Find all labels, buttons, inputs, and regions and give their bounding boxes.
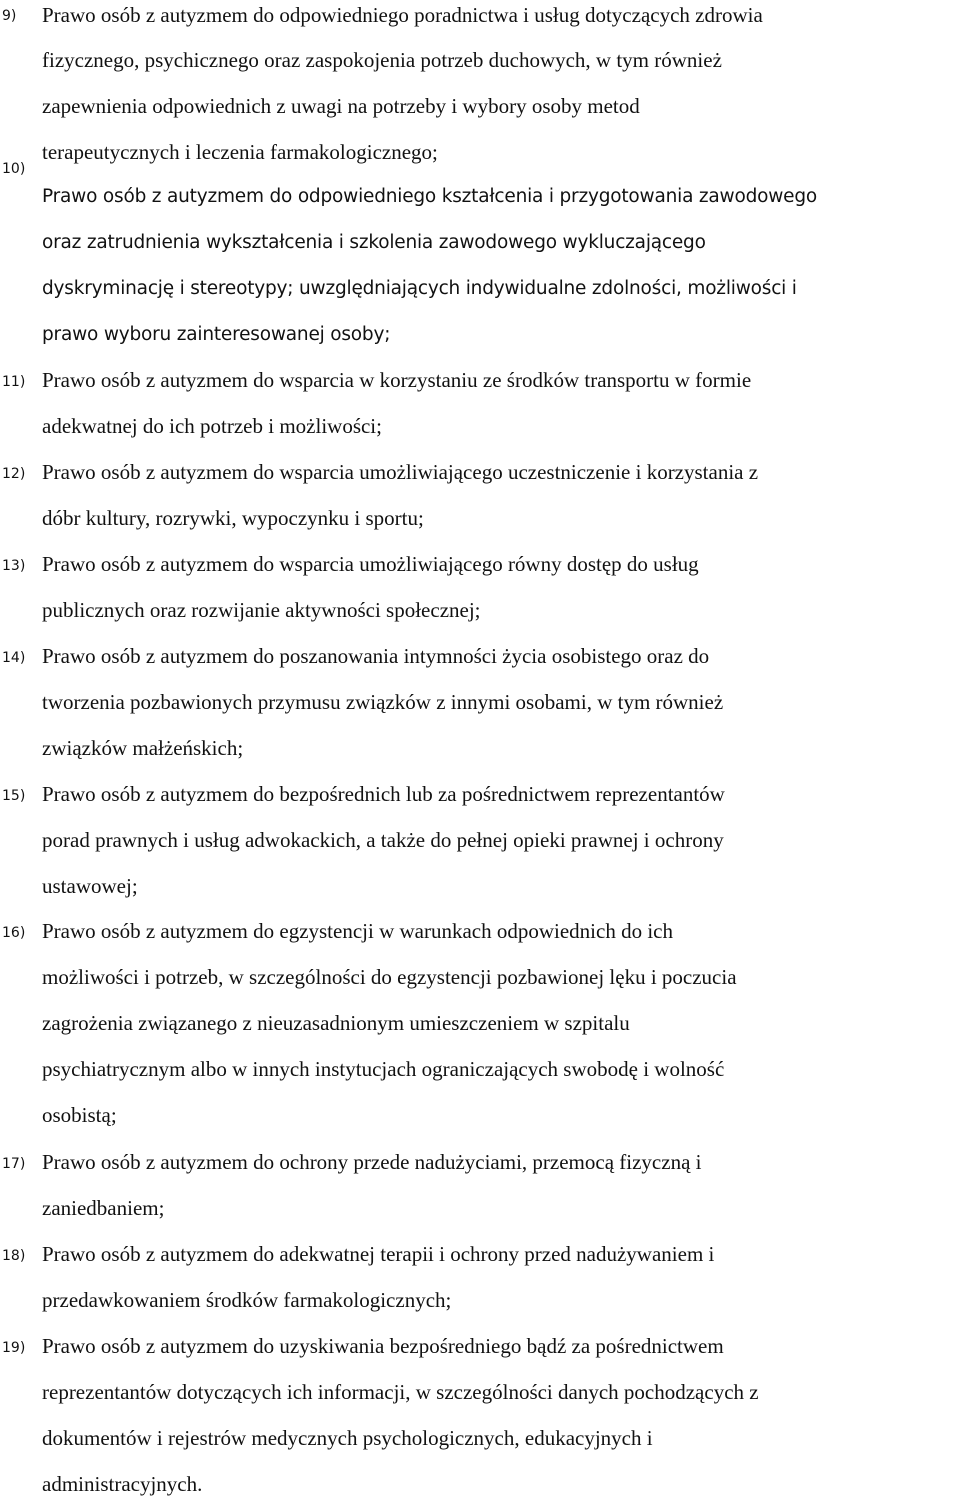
- item-line: Prawo osób z autyzmem do wsparcia w korzystaniu ze środków transportu w formie: [42, 368, 752, 392]
- item-line: reprezentantów dotyczących ich informacji, w szczególności danych pochodzących z: [42, 1380, 759, 1404]
- item-line: publicznych oraz rozwijanie aktywności społecznej;: [42, 598, 481, 622]
- item-line: fizycznego, psychicznego oraz zaspokojenia potrzeb duchowych, w tym również: [42, 48, 722, 72]
- item-line: Prawo osób z autyzmem do odpowiedniego poradnictwa i usług dotyczących zdrowia: [42, 3, 763, 27]
- item-line: psychiatrycznym albo w innych instytucjach ograniczających swobodę i wolność: [42, 1057, 725, 1081]
- item-line: przedawkowaniem środków farmakologicznych;: [42, 1288, 452, 1312]
- item-line: zapewnienia odpowiednich z uwagi na potrzeby i wybory osoby metod: [42, 94, 640, 118]
- item-line: zaniedbaniem;: [42, 1196, 165, 1220]
- item-number: 11): [2, 374, 26, 390]
- item-line: zagrożenia związanego z nieuzasadnionym umieszczeniem w szpitalu: [42, 1011, 630, 1035]
- item-line: Prawo osób z autyzmem do wsparcia umożliwiającego równy dostęp do usług: [42, 552, 699, 576]
- item-line: prawo wyboru zainteresowanej osoby;: [42, 324, 391, 345]
- item-line: dokumentów i rejestrów medycznych psychologicznych, edukacyjnych i: [42, 1426, 653, 1450]
- item-line: możliwości i potrzeb, w szczególności do egzystencji pozbawionej lęku i poczucia: [42, 965, 737, 989]
- item-line: ustawowej;: [42, 874, 138, 898]
- item-line: Prawo osób z autyzmem do bezpośrednich lub za pośrednictwem reprezentantów: [42, 782, 725, 806]
- item-line: Prawo osób z autyzmem do uzyskiwania bezpośredniego bądź za pośrednictwem: [42, 1334, 724, 1358]
- item-number: 9): [2, 8, 17, 24]
- item-number: 15): [2, 788, 26, 804]
- item-number: 17): [2, 1156, 26, 1172]
- item-line: dyskryminację i stereotypy; uwzględniających indywidualne zdolności, możliwości i: [42, 278, 797, 299]
- item-line: adekwatnej do ich potrzeb i możliwości;: [42, 414, 382, 438]
- item-line: porad prawnych i usług adwokackich, a także do pełnej opieki prawnej i ochrony: [42, 828, 724, 852]
- item-line: Prawo osób z autyzmem do poszanowania intymności życia osobistego oraz do: [42, 644, 710, 668]
- item-number: 10): [2, 161, 26, 177]
- item-number: 19): [2, 1340, 26, 1356]
- item-number: 13): [2, 558, 26, 574]
- item-line: Prawo osób z autyzmem do odpowiedniego kształcenia i przygotowania zawodowego: [42, 186, 818, 207]
- item-number: 16): [2, 925, 26, 941]
- item-line: oraz zatrudnienia wykształcenia i szkolenia zawodowego wykluczającego: [42, 232, 706, 253]
- item-line: Prawo osób z autyzmem do ochrony przede nadużyciami, przemocą fizyczną i: [42, 1150, 702, 1174]
- item-line: Prawo osób z autyzmem do wsparcia umożliwiającego uczestniczenie i korzystania z: [42, 460, 759, 484]
- item-line: dóbr kultury, rozrywki, wypoczynku i sportu;: [42, 506, 424, 530]
- item-line: Prawo osób z autyzmem do adekwatnej terapii i ochrony przed nadużywaniem i: [42, 1242, 715, 1266]
- item-line: osobistą;: [42, 1103, 117, 1127]
- item-number: 18): [2, 1248, 26, 1264]
- item-number: 14): [2, 650, 26, 666]
- item-number: 12): [2, 466, 26, 482]
- item-line: Prawo osób z autyzmem do egzystencji w warunkach odpowiednich do ich: [42, 919, 673, 943]
- item-line: związków małżeńskich;: [42, 736, 244, 760]
- item-line: terapeutycznych i leczenia farmakologicznego;: [42, 140, 438, 164]
- item-line: tworzenia pozbawionych przymusu związków z innymi osobami, w tym również: [42, 690, 724, 714]
- item-line: administracyjnych.: [42, 1472, 203, 1496]
